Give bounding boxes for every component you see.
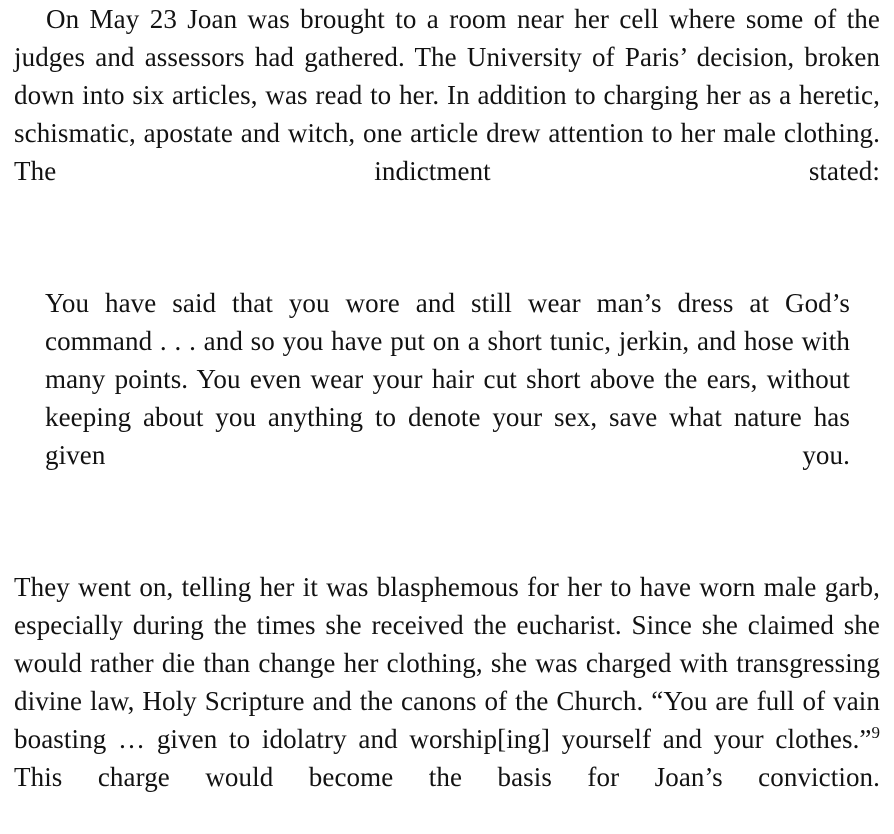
text-column [14, 0, 880, 834]
indictment-blockquote [45, 284, 850, 512]
spacer-below-blockquote [14, 512, 880, 568]
paragraph-charges-part-1: They went on, telling her it was blasphemous for her to have worn male garb, especially during the times she received the eucharist. Since she claimed she would rather die than change her clothing, she was charged with transgressing divine law, Holy Scripture and the canons of the Church. “You are full of vain boasting … given to idolatry and worship[ing] yourself and your clothes.” [14, 572, 880, 754]
blockquote-indent-wrapper [45, 284, 850, 512]
paragraph-intro: On May 23 Joan was brought to a room near her cell where some of the judges and assessors had gathered. The University of Paris’ decision, broken down into six articles, was read to her. In addition to charging her as a heretic, schismatic, apostate and witch, one article drew attention to her male clothing. The indictment stated: [14, 4, 880, 186]
blockquote-text: You have said that you wore and still wear man’s dress at God’s command . . . and so you have put on a short tunic, jerkin, and hose with many points. You even wear your hair cut short above the ears, without keeping about you anything to denote your sex, save what nature has given you. [45, 288, 850, 470]
paragraph-charges-part-2: This charge would become the basis for Joan’s conviction. [14, 762, 880, 792]
footnote-reference-marker: 9 [871, 723, 880, 742]
spacer-above-blockquote [14, 228, 880, 284]
paragraph-charges [14, 568, 880, 834]
